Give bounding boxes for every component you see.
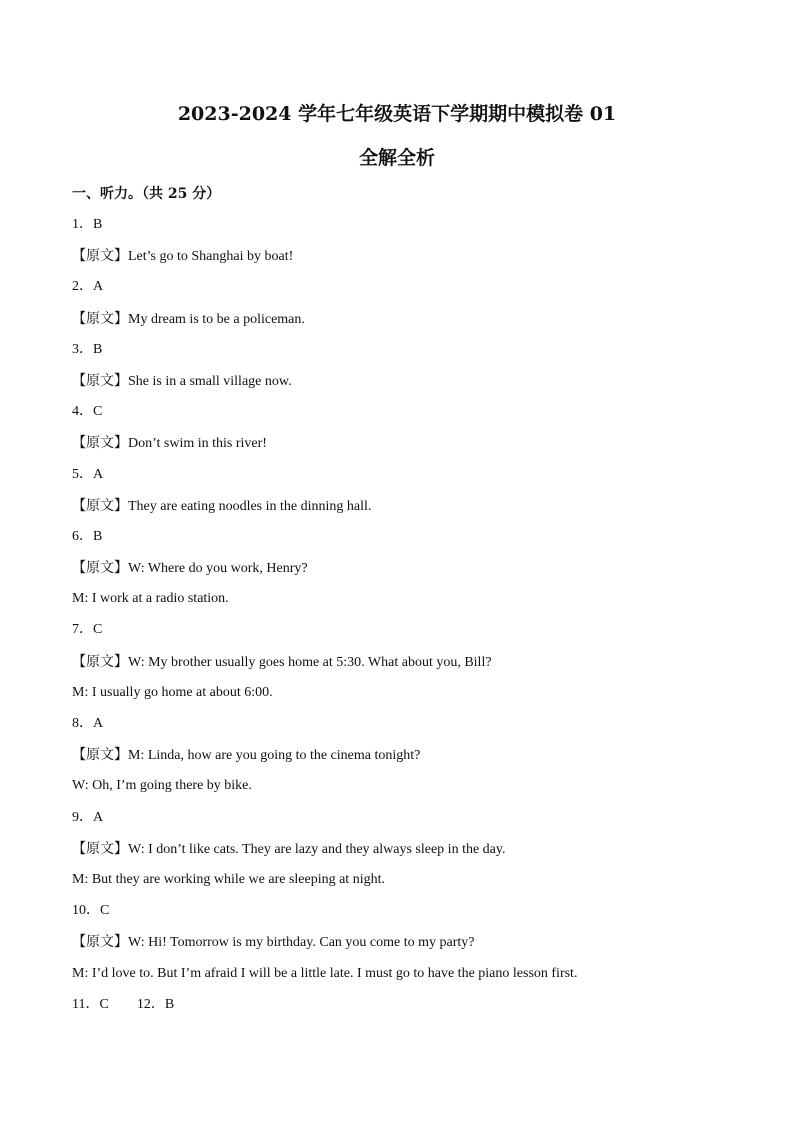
transcript-tag: 【原文】 <box>72 560 128 577</box>
answer-number: 11．C <box>72 996 109 1012</box>
dialogue-line <box>72 683 732 714</box>
transcript-line <box>72 246 732 277</box>
answer-line <box>72 465 732 496</box>
transcript-tag: 【原文】 <box>72 840 128 857</box>
transcript-line <box>72 839 732 870</box>
answer-number: 3．B <box>72 341 103 357</box>
answer-line <box>72 340 732 371</box>
answer-number: 5．A <box>72 466 104 482</box>
answer-line <box>72 901 732 932</box>
answer-line <box>72 995 732 1026</box>
transcript-line <box>72 309 732 340</box>
transcript-tag: 【原文】 <box>72 934 128 951</box>
document-title: 2023-2024 学年七年级英语下学期期中模拟卷 01 <box>177 103 617 125</box>
transcript-text: W: My brother usually goes home at 5:30. What about you, Bill? <box>128 654 492 670</box>
answer-number: 12．B <box>136 996 175 1012</box>
answer-number: 4．C <box>72 404 103 420</box>
dialogue-line <box>72 589 732 620</box>
answer-number: 8．A <box>72 716 104 731</box>
answer-number: 7．C <box>72 622 103 638</box>
transcript-tag: 【原文】 <box>72 372 128 389</box>
transcript-tag: 【原文】 <box>72 435 128 452</box>
answer-line <box>72 527 732 558</box>
answer-line <box>72 215 732 246</box>
answer-number: 9．A <box>72 809 104 825</box>
transcript-text: Let’s go to Shanghai by boat! <box>128 249 294 265</box>
transcript-line <box>72 371 732 402</box>
transcript-text: M: Linda, how are you going to the cinema tonight? <box>128 748 421 764</box>
dialogue-text: M: I work at a radio station. <box>72 591 229 607</box>
answer-number: 2．A <box>72 279 104 295</box>
dialogue-text: M: I’d love to. But I’m afraid I will be a little late. I must go to have the piano lesson first. <box>72 965 578 981</box>
transcript-line <box>72 433 732 464</box>
section-heading: 一、听力。（共 25 分） <box>72 186 221 202</box>
transcript-tag: 【原文】 <box>72 653 128 670</box>
answer-line <box>72 808 732 839</box>
dialogue-line <box>72 870 732 901</box>
transcript-line <box>72 932 732 963</box>
transcript-line <box>72 496 732 527</box>
transcript-text: They are eating noodles in the dinning hall. <box>128 498 372 514</box>
answer-line <box>72 714 732 745</box>
transcript-text: W: I don’t like cats. They are lazy and they always sleep in the day. <box>128 841 506 857</box>
transcript-text: W: Where do you work, Henry? <box>128 561 308 577</box>
transcript-tag: 【原文】 <box>72 747 128 764</box>
dialogue-line <box>72 776 732 807</box>
document-subtitle: 全解全析 <box>358 147 435 169</box>
answer-line <box>72 402 732 433</box>
answer-list <box>72 215 732 1026</box>
answer-line <box>72 277 732 308</box>
answer-number: 10．C <box>72 903 110 919</box>
transcript-line <box>72 558 732 589</box>
transcript-line <box>72 652 732 683</box>
transcript-text: Don’t swim in this river! <box>128 436 267 452</box>
transcript-tag: 【原文】 <box>72 248 128 265</box>
transcript-tag: 【原文】 <box>72 310 128 327</box>
dialogue-text: M: But they are working while we are sleeping at night. <box>72 871 385 887</box>
answer-number: 1．B <box>72 217 103 232</box>
transcript-text: She is in a small village now. <box>128 373 292 389</box>
dialogue-text: M: I usually go home at about 6:00. <box>72 684 273 700</box>
answer-line <box>72 620 732 651</box>
transcript-text: W: Hi! Tomorrow is my birthday. Can you come to my party? <box>128 935 475 951</box>
transcript-tag: 【原文】 <box>72 497 128 514</box>
dialogue-line <box>72 964 732 995</box>
answer-number: 6．B <box>72 528 103 544</box>
dialogue-text: W: Oh, I’m going there by bike. <box>72 778 252 794</box>
transcript-text: My dream is to be a policeman. <box>128 311 305 327</box>
transcript-line <box>72 745 732 776</box>
